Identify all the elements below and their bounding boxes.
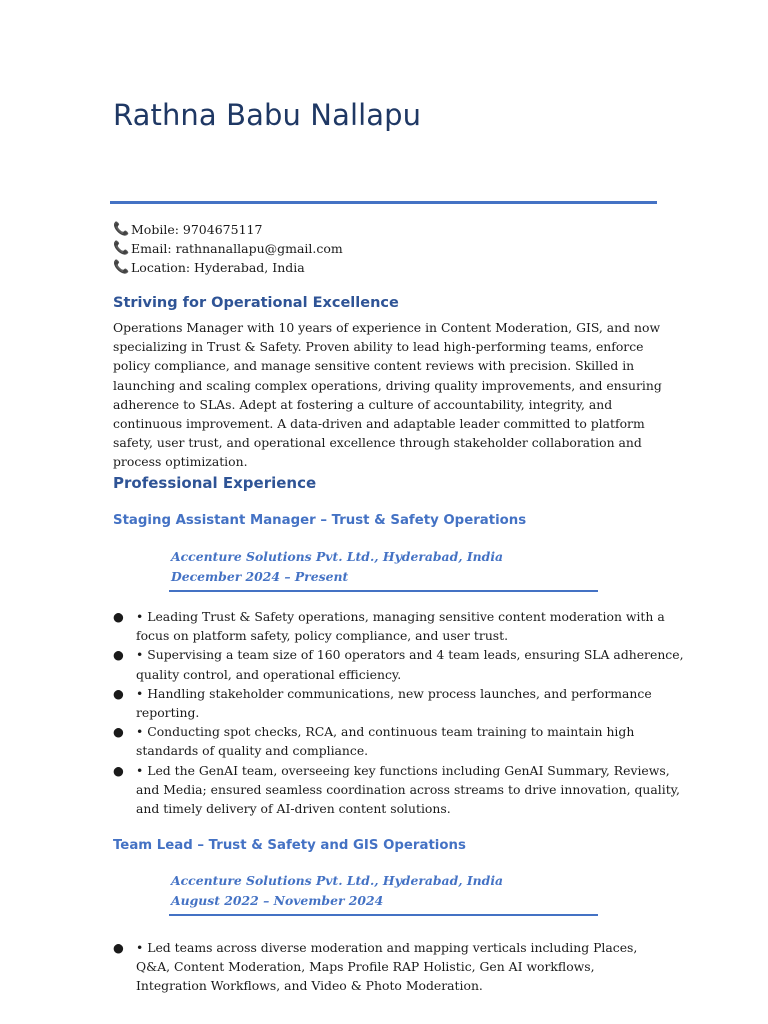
bullet-icon: ● [113, 762, 124, 778]
job-bullet-list [113, 938, 653, 996]
job-company-block [171, 547, 503, 587]
list-item-text: • Conducting spot checks, RCA, and continuous team training to maintain high standards of quality and compliance. [136, 724, 635, 759]
job-title: Team Lead – Trust & Safety and GIS Operations [113, 838, 466, 853]
bullet-icon: ● [113, 724, 124, 740]
phone-icon: 📞 [113, 222, 130, 237]
job-dates: August 2022 – November 2024 [171, 893, 384, 908]
list-item-text: • Leading Trust & Safety operations, managing sensitive content moderation with a focus on platform safety, policy compliance, and user trust. [136, 609, 665, 644]
contact-block [113, 220, 343, 277]
contact-location-text: Location: Hyderabad, India [131, 260, 305, 275]
phone-icon: 📞 [113, 241, 130, 256]
job-company: Accenture Solutions Pvt. Ltd., Hyderabad, India [171, 549, 504, 564]
contact-email [113, 239, 343, 258]
experience-heading: Professional Experience [113, 474, 317, 492]
summary-text: Operations Manager with 10 years of experience in Content Moderation, GIS, and now specializing in Trust & Safety. Proven ability to lead high-performing teams, enforce policy compliance, and manage sensitive content reviews with precision. Skilled in launching and scaling complex operations, driving quality improvements, and ensuring adherence to SLAs. Adept at fostering a culture of accountability, integrity, and continuous improvement. A data-driven and adaptable leader committed to platform safety, user trust, and operational excellence through stakeholder collaboration and process optimization. [113, 320, 662, 470]
job-company: Accenture Solutions Pvt. Ltd., Hyderabad, India [171, 873, 504, 888]
list-item-text: • Supervising a team size of 160 operators and 4 team leads, ensuring SLA adherence, quality control, and operational efficiency. [136, 647, 684, 682]
list-item [113, 645, 693, 683]
job-divider [169, 590, 598, 592]
bullet-icon: ● [113, 685, 124, 701]
contact-location [113, 258, 343, 277]
list-item [113, 938, 653, 996]
list-item [113, 722, 693, 760]
job-title: Staging Assistant Manager – Trust & Safety Operations [113, 513, 527, 528]
phone-icon: 📞 [113, 260, 130, 275]
list-item [113, 761, 693, 819]
job-company-block [171, 871, 503, 911]
list-item [113, 607, 693, 645]
list-item-text: • Led the GenAI team, overseeing key functions including GenAI Summary, Reviews, and Media; ensured seamless coordination across streams to drive innovation, quality, and timely delivery of AI-driven content solutions. [136, 762, 680, 817]
summary-heading: Striving for Operational Excellence [113, 295, 399, 311]
bullet-icon: ● [113, 940, 124, 955]
list-item [113, 684, 693, 722]
job-dates: December 2024 – Present [171, 569, 349, 584]
contact-mobile [113, 220, 343, 239]
bullet-icon: ● [113, 609, 124, 624]
bullet-icon: ● [113, 647, 124, 663]
header-divider [110, 201, 657, 204]
list-item-text: • Handling stakeholder communications, new process launches, and performance reporting. [136, 685, 652, 721]
job-divider [169, 914, 598, 916]
candidate-name: Rathna Babu Nallapu [113, 98, 422, 132]
list-item-text: • Led teams across diverse moderation and mapping verticals including Places, Q&A, Content Moderation, Maps Profile RAP Holistic, Gen AI workflows, Integration Workflows, and Video & Photo Moderation. [136, 940, 638, 994]
contact-email-text: Email: rathnanallapu@gmail.com [131, 241, 343, 256]
contact-mobile-text: Mobile: 9704675117 [131, 222, 263, 237]
job-bullet-list [113, 607, 693, 818]
